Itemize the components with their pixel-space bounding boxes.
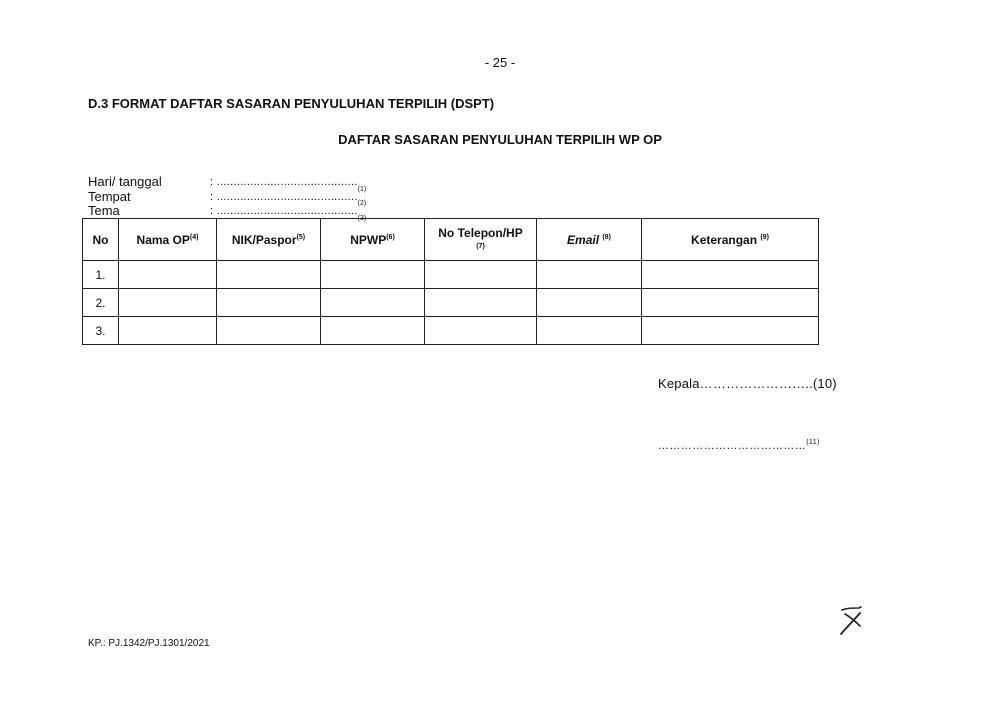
table-row xyxy=(83,317,819,345)
table-cell xyxy=(642,317,819,345)
table-cell xyxy=(217,317,321,345)
meta-label: Hari/ tanggal xyxy=(88,174,162,189)
table-cell xyxy=(321,261,425,289)
table-cell xyxy=(425,261,537,289)
header-nik-paspor: NIK/Paspor$^{(5)}$ xyxy=(217,219,321,261)
table-cell xyxy=(119,261,217,289)
table-cell xyxy=(537,317,642,345)
document-code: KP.: PJ.1342/PJ.1301/2021 xyxy=(88,638,210,649)
table-cell xyxy=(425,289,537,317)
meta-value: : .......................................... xyxy=(210,190,358,203)
paraf-icon xyxy=(838,604,868,636)
table-row xyxy=(83,289,819,317)
table-cell xyxy=(217,261,321,289)
meta-value: : .......................................... xyxy=(210,205,358,217)
table-row xyxy=(83,261,819,289)
row-number: 3. xyxy=(83,317,119,345)
table-cell xyxy=(217,289,321,317)
table-cell xyxy=(537,289,642,317)
signature-name-placeholder: …………………………………$^{(11)}$ xyxy=(658,439,820,452)
table-cell xyxy=(425,317,537,345)
header-nama-op: Nama OP$^{(4)}$ xyxy=(119,219,217,261)
section-heading: D.3 FORMAT DAFTAR SASARAN PENYULUHAN TERPILIH (DSPT) xyxy=(88,96,495,111)
row-number: 2. xyxy=(83,289,119,317)
header-phone: No Telepon/HP (7) xyxy=(425,219,537,261)
row-number: 1. xyxy=(83,261,119,289)
table-cell xyxy=(642,261,819,289)
header-keterangan: Keterangan $^{(9)}$ xyxy=(642,219,819,261)
meta-value: : .......................................... xyxy=(210,176,358,188)
table-cell xyxy=(119,317,217,345)
page-number: - 25 - xyxy=(484,55,516,70)
meta-row-theme: Tema : .......................................... (3) xyxy=(88,203,367,222)
table-cell xyxy=(119,289,217,317)
header-email: Email $^{(8)}$ xyxy=(537,219,642,261)
table-cell xyxy=(321,289,425,317)
header-npwp: NPWP$^{(6)}$ xyxy=(321,219,425,261)
table-cell xyxy=(321,317,425,345)
meta-fields xyxy=(88,174,367,222)
table-cell xyxy=(537,261,642,289)
meta-label: Tema xyxy=(88,203,120,218)
meta-label: Tempat xyxy=(88,188,131,204)
meta-row-date: Hari/ tanggal : .......................................... (1) xyxy=(88,174,367,193)
target-list-table xyxy=(82,218,819,345)
table-header-row xyxy=(83,219,819,261)
table-cell xyxy=(642,289,819,317)
header-no: No xyxy=(83,219,119,261)
meta-row-place: Tempat : .......................................... (2) xyxy=(88,188,367,207)
signature-title: Kepala……………………..(10) xyxy=(658,376,837,391)
form-title: DAFTAR SASARAN PENYULUHAN TERPILIH WP OP xyxy=(338,132,662,147)
